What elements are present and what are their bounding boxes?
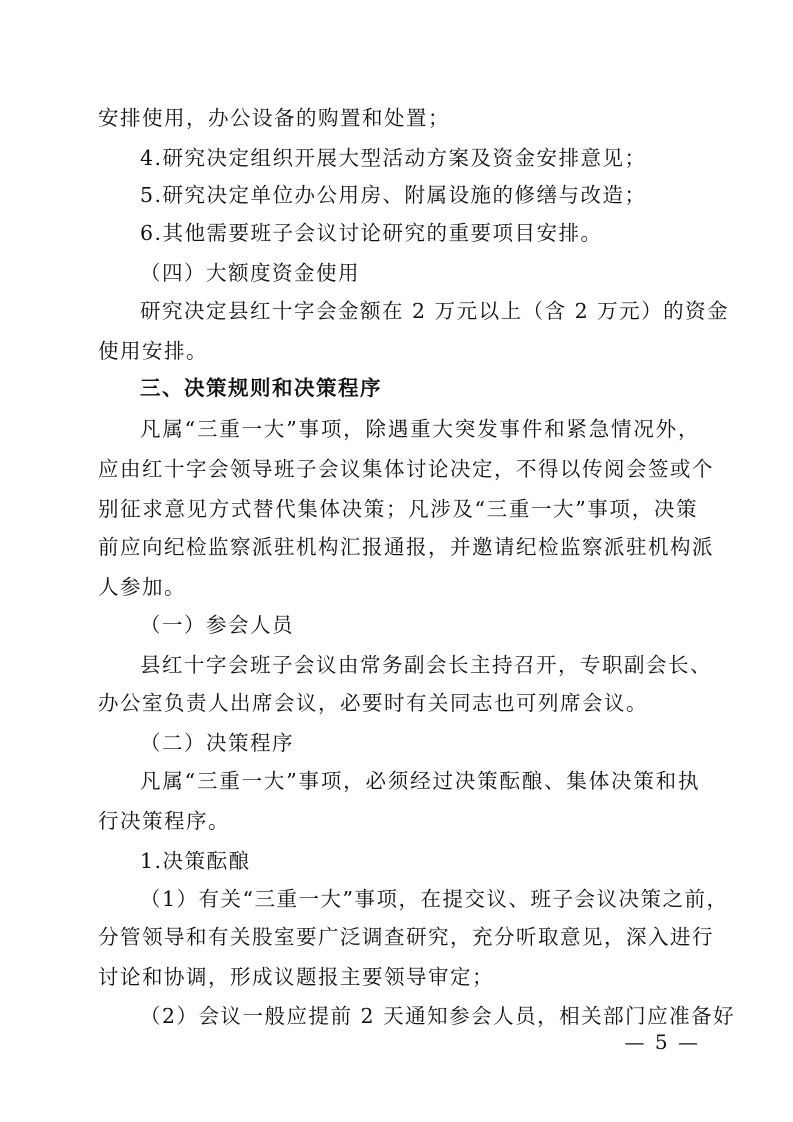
text-line: 前应向纪检监察派驻机构汇报通报，并邀请纪检监察派驻机构派 <box>98 535 714 559</box>
text-line: 讨论和协调，形成议题报主要领导审定； <box>98 965 494 989</box>
text-line: 安排使用，办公设备的购置和处置； <box>98 106 450 130</box>
text-line: 凡属“三重一大”事项，除遇重大突发事件和紧急情况外， <box>140 417 700 441</box>
text-line: 别征求意见方式替代集体决策；凡涉及“三重一大”事项，决策 <box>98 497 698 521</box>
subheading-deliberation: 1.决策酝酿 <box>140 849 251 873</box>
text-line: 应由红十字会领导班子会议集体讨论决定，不得以传阅会签或个 <box>98 457 714 481</box>
subheading-attendees: （一）参会人员 <box>140 613 294 637</box>
text-line: 县红十字会班子会议由常务副会长主持召开，专职副会长、 <box>140 653 712 677</box>
text-line: 行决策程序。 <box>98 809 230 833</box>
text-line: （1）有关“三重一大”事项，在提交议、班子会议决策之前， <box>140 887 729 911</box>
text-line: 凡属“三重一大”事项，必须经过决策酝酿、集体决策和执 <box>140 769 700 793</box>
text-line: 使用安排。 <box>98 339 208 363</box>
subheading-procedure: （二）决策程序 <box>140 731 294 755</box>
subheading-large-funds: （四）大额度资金使用 <box>140 261 360 285</box>
text-line: 人参加。 <box>98 575 186 599</box>
text-line: 分管领导和有关股室要广泛调查研究，充分听取意见，深入进行 <box>98 925 714 949</box>
section-heading-rules: 三、决策规则和决策程序 <box>140 376 382 400</box>
list-item-6: 6.其他需要班子会议讨论研究的重要项目安排。 <box>140 221 603 245</box>
list-item-4: 4.研究决定组织开展大型活动方案及资金安排意见； <box>140 146 647 170</box>
page-number: — 5 — <box>624 1030 700 1054</box>
text-line: 办公室负责人出席会议，必要时有关同志也可列席会议。 <box>98 691 648 715</box>
list-item-5: 5.研究决定单位办公用房、附属设施的修缮与改造； <box>140 183 647 207</box>
text-line: （2）会议一般应提前 2 天通知参会人员，相关部门应准备好 <box>140 1004 736 1028</box>
text-line: 研究决定县红十字会金额在 2 万元以上（含 2 万元）的资金 <box>140 299 730 323</box>
